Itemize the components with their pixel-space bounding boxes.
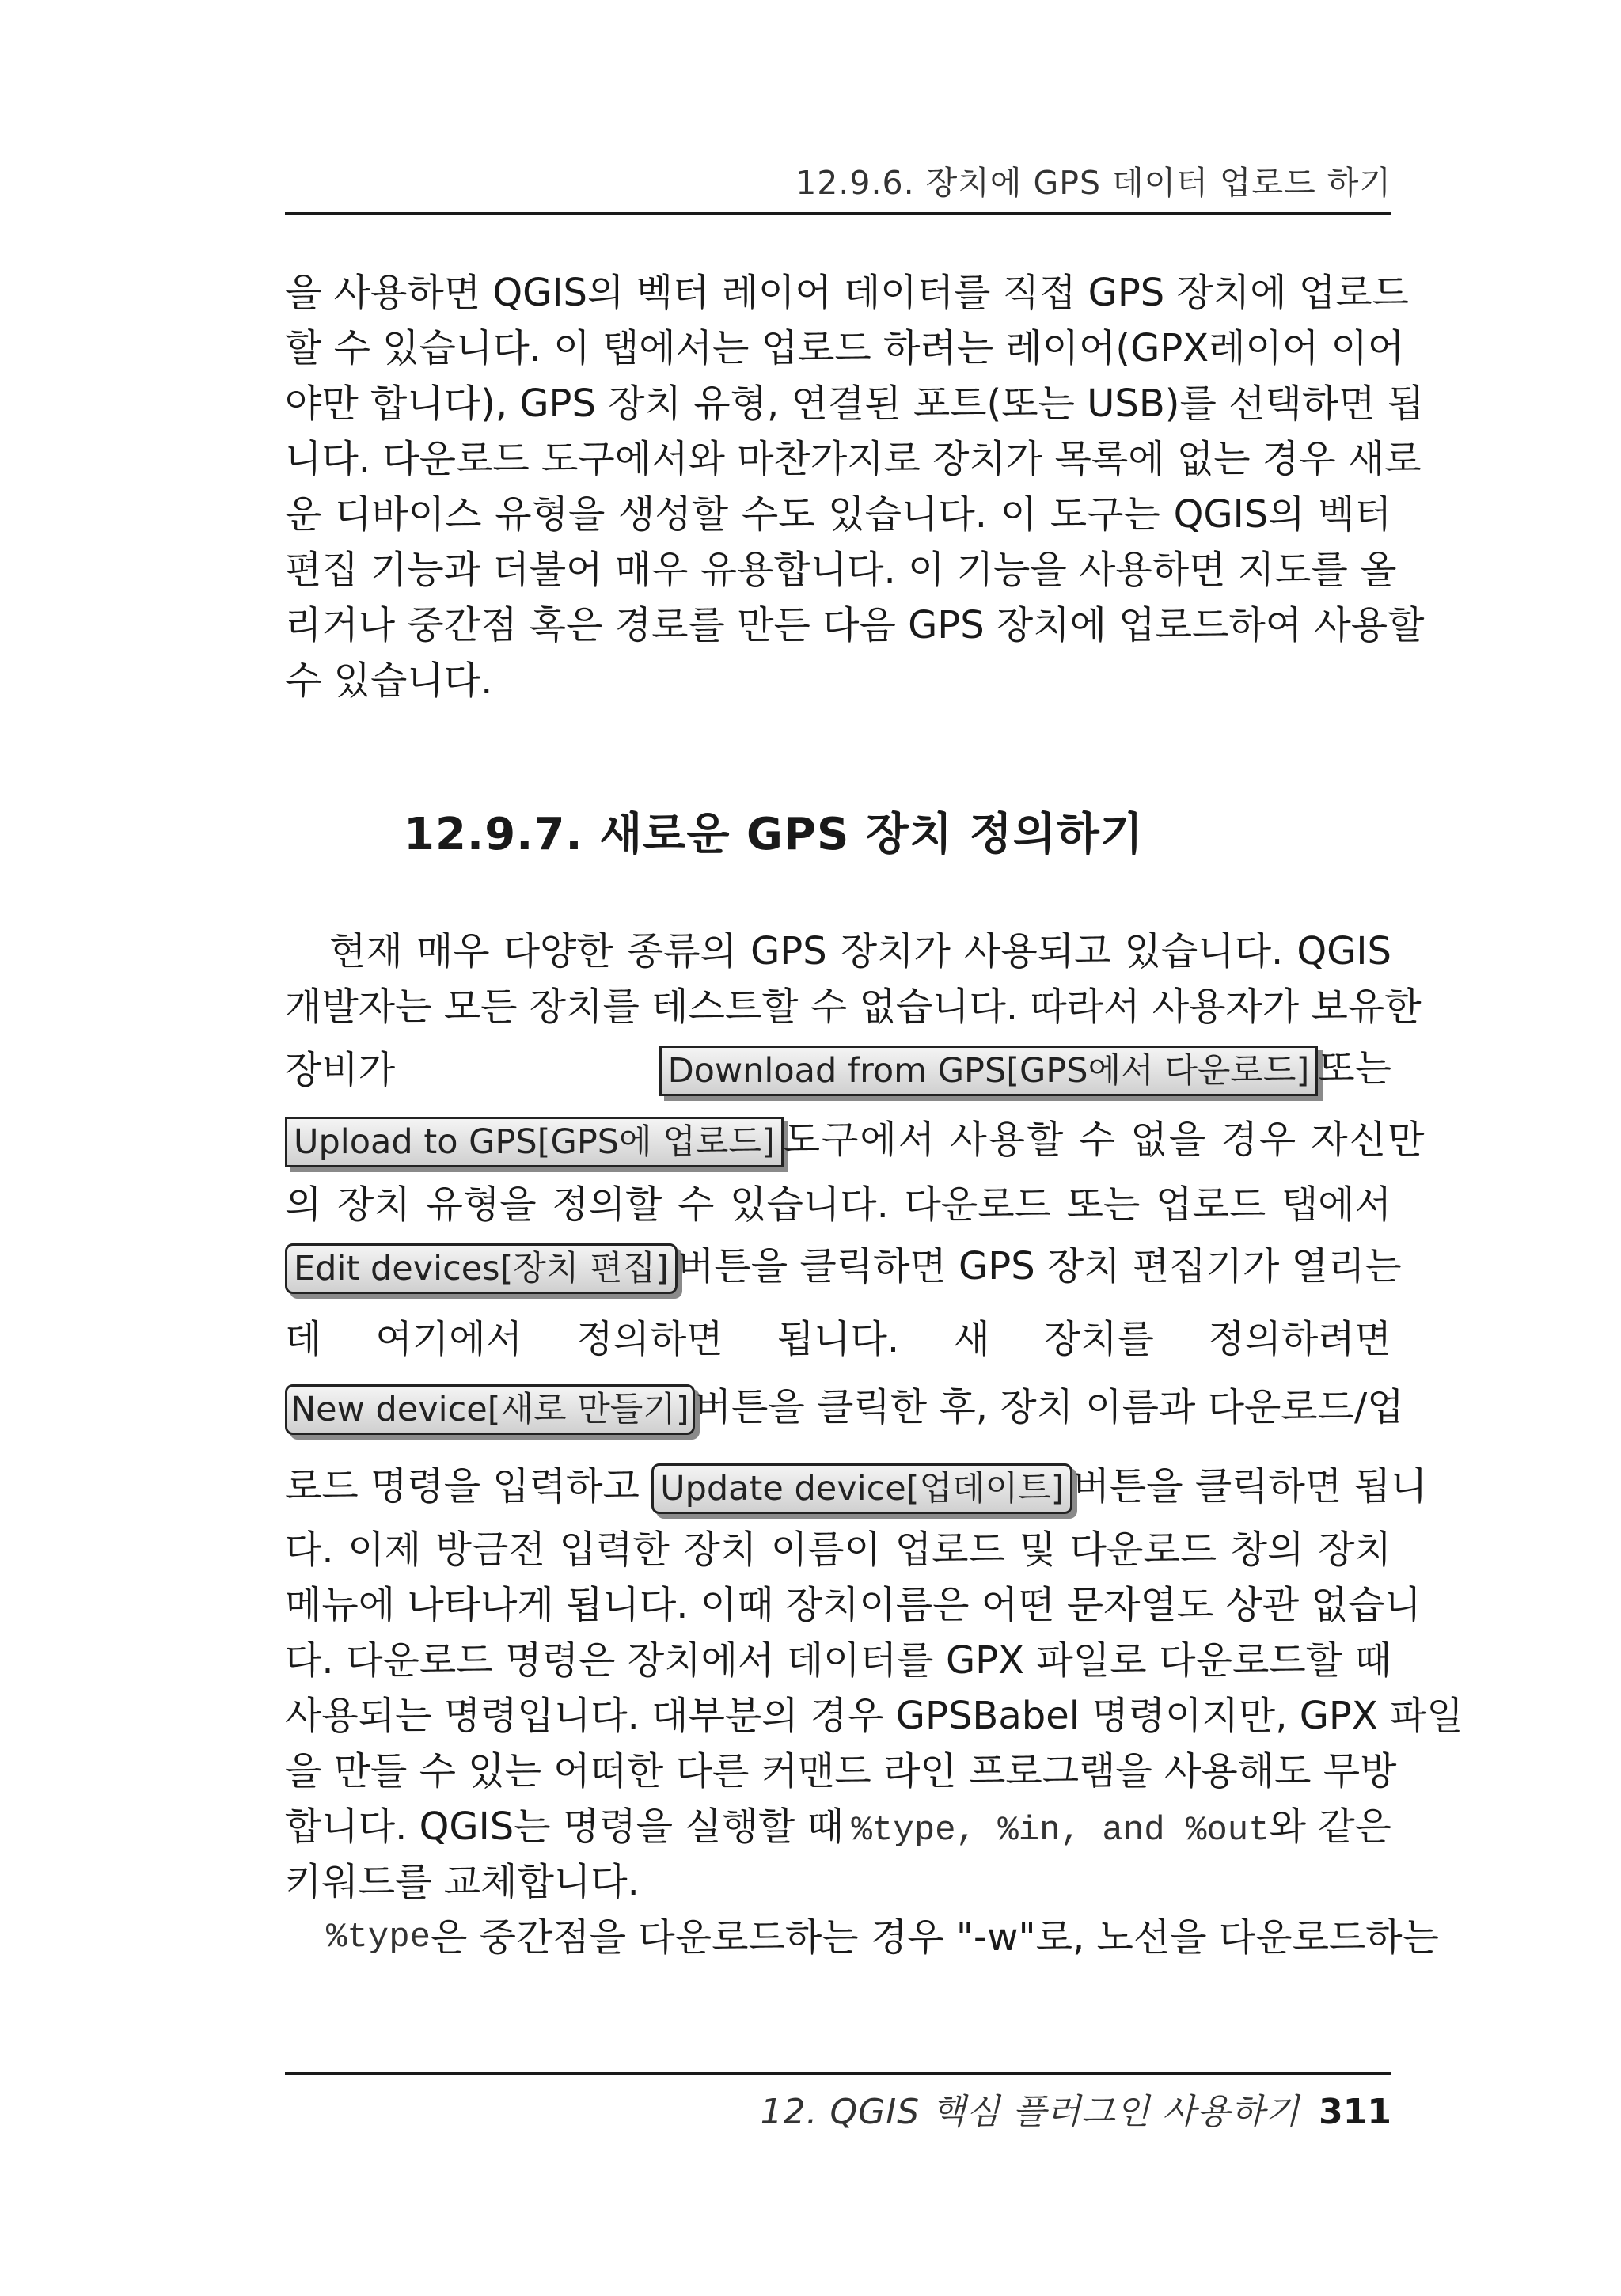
para2-word: 새 [953,1317,990,1361]
para1-text-3: 야만 합니다), GPS 장치 유형, 연결된 포트(또는 USB)를 선택하면 됩 [285,381,1425,426]
line15-right [852,1801,1391,1856]
para2-line-3 [285,1043,1391,1096]
para2-line-7 [285,1314,1391,1364]
line3-right [659,1043,1391,1096]
update-device-button[interactable]: Update device[업데이트] [651,1463,1072,1514]
para2-text-13: 사용되는 명령입니다. 대부분의 경우 GPSBabel 명령이지만, GPX 파일 [285,1694,1463,1738]
para2-text-15a: 합니다. QGIS는 명령을 실행할 때 [285,1805,844,1849]
para2-text-11: 메뉴에 나타나게 됩니다. 이때 장치이름은 어떤 문자열도 상관 없습니 [285,1583,1422,1627]
para2-text-9b: 버튼을 클릭하면 됩니 [1072,1464,1428,1509]
para2-text-5: 의 장치 유형을 정의할 수 있습니다. 다운로드 또는 업로드 탭에서 [285,1182,1391,1227]
para2-word: 데 [285,1317,322,1361]
page-number: 311 [1319,2092,1391,2132]
para2-text-9a: 로드 명령을 입력하고 [285,1464,640,1509]
para2-text-14: 을 만들 수 있는 어떠한 다른 커맨드 라인 프로그램을 사용해도 무방 [285,1749,1397,1793]
para1-line-8 [285,655,1391,706]
para2-text-3b: 또는 [1318,1046,1391,1091]
para2-word: 정의하면 [576,1317,723,1361]
new-device-button[interactable]: New device[새로 만들기] [285,1384,695,1435]
para1-line-6 [285,545,1397,595]
para2-text-3a: 장비가 [285,1047,396,1092]
section-title: 12.9.7. 새로운 GPS 장치 정의하기 [404,809,1144,860]
para2-line-11 [285,1580,1422,1630]
para2-word: 정의하려면 [1208,1317,1391,1361]
para2-line-17 [285,1912,1440,1963]
para2-text-6: 버튼을 클릭하면 GPS 장치 편집기가 열리는 [677,1244,1402,1288]
para2-line-9 [285,1461,1428,1514]
page-footer [285,2083,1391,2134]
para2-line-1 [285,926,1391,977]
para2-word: 장치를 [1043,1317,1154,1361]
download-from-gps-button[interactable]: Download from GPS[GPS에서 다운로드] [659,1046,1319,1096]
footer-rule [285,2072,1391,2075]
para2-text-16: 키워드를 교체합니다. [285,1860,640,1904]
para2-line-13 [285,1691,1463,1741]
para1-line-5 [285,489,1391,540]
para2-text-17: 은 중간점을 다운로드하는 경우 "-w"로, 노선을 다운로드하는 [431,1915,1440,1960]
para1-line-1 [285,268,1409,318]
para1-text-7: 리거나 중간점 혹은 경로를 만든 다음 GPS 장치에 업로드하여 사용할 [285,603,1425,647]
para1-text-4: 니다. 다운로드 도구에서와 마찬가지로 장치가 목록에 없는 경우 새로 [285,437,1422,481]
edit-devices-button[interactable]: Edit devices[장치 편집] [285,1243,678,1294]
para1-line-4 [285,434,1422,484]
para1-line-7 [285,600,1425,651]
para1-text-8: 수 있습니다. [285,658,493,703]
para2-line-14 [285,1746,1397,1797]
para2-line-5 [285,1179,1391,1230]
code-keywords: %type, %in, and %out [851,1811,1270,1850]
para2-line-2 [285,981,1422,1032]
para2-line-15 [285,1801,1391,1856]
para2-line-16 [285,1857,1391,1907]
para1-text-6: 편집 기능과 더불어 매우 유용합니다. 이 기능을 사용하면 지도를 올 [285,548,1397,592]
para1-text-5: 운 디바이스 유형을 생성할 수도 있습니다. 이 도구는 QGIS의 벡터 [285,492,1391,537]
running-header: 12.9.6. 장치에 GPS 데이터 업로드 하기 [795,164,1391,202]
para2-word: 됩니다. [776,1317,900,1361]
para2-text-10: 다. 이제 방금전 입력한 장치 이름이 업로드 및 다운로드 창의 장치 [285,1528,1391,1572]
para2-text-15b: 와 같은 [1269,1805,1391,1849]
header-rule [285,212,1391,215]
para2-line-8 [285,1382,1404,1435]
para1-text-2: 할 수 있습니다. 이 탭에서는 업로드 하려는 레이어(GPX레이어 이어 [285,326,1405,370]
para2-text-12: 다. 다운로드 명령은 장치에서 데이터를 GPX 파일로 다운로드할 때 [285,1638,1391,1683]
code-type: %type [326,1918,431,1957]
para1-line-2 [285,323,1405,374]
para1-line-3 [285,378,1425,429]
para2-line-6 [285,1241,1402,1294]
para2-word: 여기에서 [375,1317,523,1361]
para2-line-4 [285,1114,1426,1167]
footer-chapter: 12. QGIS 핵심 플러그인 사용하기 [760,2092,1300,2132]
para1-text-1: 을 사용하면 QGIS의 벡터 레이어 데이터를 직접 GPS 장치에 업로드 [285,271,1409,315]
para2-text-4: 도구에서 사용할 수 없을 경우 자신만 [783,1118,1426,1162]
para2-text-8: 버튼을 클릭한 후, 장치 이름과 다운로드/업 [694,1385,1404,1429]
para2-text-2: 개발자는 모든 장치를 테스트할 수 없습니다. 따라서 사용자가 보유한 [285,985,1422,1029]
para2-line-12 [285,1635,1391,1686]
para2-text-1: 현재 매우 다양한 종류의 GPS 장치가 사용되고 있습니다. QGIS [329,929,1391,973]
para2-line-10 [285,1524,1391,1575]
upload-to-gps-button[interactable]: Upload to GPS[GPS에 업로드] [285,1117,784,1167]
